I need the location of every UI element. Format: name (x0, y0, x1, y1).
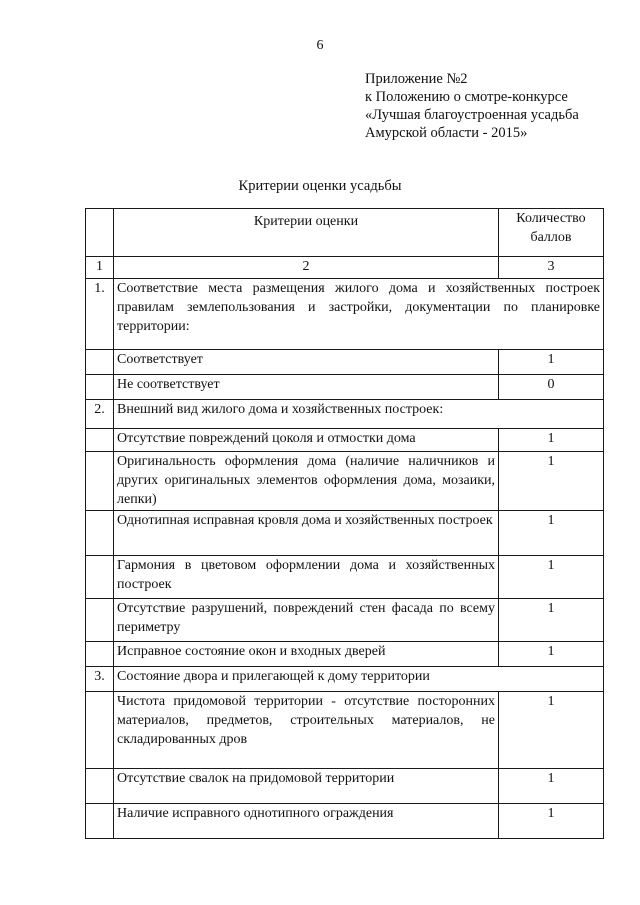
table-header-row (86, 209, 604, 257)
table-row (86, 429, 604, 452)
section-title: Состояние двора и прилегающей к дому территории (114, 667, 604, 692)
section-row (86, 667, 604, 692)
section-row (86, 400, 604, 429)
appendix-line: Приложение №2 (365, 71, 468, 87)
row-number-cell (86, 429, 114, 452)
appendix-line: к Положению о смотре-конкурсе (365, 89, 568, 105)
criterion-text: Оригинальность оформления дома (наличие наличников и других оригинальных элементов оформления дома, мозаики, лепки) (114, 452, 499, 511)
header-criteria: Критерии оценки (114, 209, 499, 257)
row-number-cell (86, 452, 114, 511)
row-number-cell (86, 804, 114, 839)
criteria-table (85, 208, 604, 839)
criterion-text: Соответствует (114, 350, 499, 375)
section-number: 2. (86, 400, 114, 429)
criterion-points: 1 (499, 804, 604, 839)
row-number-cell (86, 556, 114, 599)
section-row (86, 279, 604, 350)
row-number-cell (86, 642, 114, 667)
table-row (86, 556, 604, 599)
page-number: 6 (316, 38, 324, 53)
appendix-line: Амурской области - 2015» (365, 125, 528, 141)
row-number-cell (86, 599, 114, 642)
section-title: Соответствие места размещения жилого дома и хозяйственных построек правилам землепользования и застройки, документации по планировке территории: (114, 279, 604, 350)
table-row (86, 350, 604, 375)
row-number-cell (86, 511, 114, 556)
criterion-text: Исправное состояние окон и входных дверей (114, 642, 499, 667)
appendix-line: «Лучшая благоустроенная усадьба (365, 107, 579, 123)
criterion-text: Однотипная исправная кровля дома и хозяйственных построек (114, 511, 499, 556)
criterion-points: 1 (499, 642, 604, 667)
criterion-points: 1 (499, 350, 604, 375)
criterion-text: Гармония в цветовом оформлении дома и хозяйственных построек (114, 556, 499, 599)
table-row (86, 804, 604, 839)
table-row (86, 452, 604, 511)
column-index-cell: 3 (499, 257, 604, 279)
table-row (86, 599, 604, 642)
row-number-cell (86, 769, 114, 804)
criterion-points: 0 (499, 375, 604, 400)
document-title: Критерии оценки усадьбы (238, 178, 402, 194)
criterion-text: Отсутствие свалок на придомовой территории (114, 769, 499, 804)
criterion-points: 1 (499, 692, 604, 769)
section-title: Внешний вид жилого дома и хозяйственных построек: (114, 400, 604, 429)
table-row (86, 692, 604, 769)
row-number-cell (86, 692, 114, 769)
column-index-cell: 2 (114, 257, 499, 279)
table-row (86, 769, 604, 804)
appendix-reference (365, 70, 579, 142)
header-number (86, 209, 114, 257)
criterion-text: Отсутствие повреждений цоколя и отмостки дома (114, 429, 499, 452)
criterion-points: 1 (499, 429, 604, 452)
row-number-cell (86, 350, 114, 375)
section-number: 1. (86, 279, 114, 350)
criterion-points: 1 (499, 511, 604, 556)
criterion-text: Наличие исправного однотипного ограждения (114, 804, 499, 839)
column-index-cell: 1 (86, 257, 114, 279)
row-number-cell (86, 375, 114, 400)
criterion-text: Не соответствует (114, 375, 499, 400)
criterion-points: 1 (499, 769, 604, 804)
criterion-text: Чистота придомовой территории - отсутствие посторонних материалов, предметов, строительных материалов, не складированных дров (114, 692, 499, 769)
criterion-points: 1 (499, 556, 604, 599)
criterion-text: Отсутствие разрушений, повреждений стен фасада по всему периметру (114, 599, 499, 642)
criterion-points: 1 (499, 452, 604, 511)
column-index-row (86, 257, 604, 279)
criterion-points: 1 (499, 599, 604, 642)
header-points: Количество баллов (499, 209, 604, 257)
table-row (86, 511, 604, 556)
section-number: 3. (86, 667, 114, 692)
table-row (86, 642, 604, 667)
table-row (86, 375, 604, 400)
